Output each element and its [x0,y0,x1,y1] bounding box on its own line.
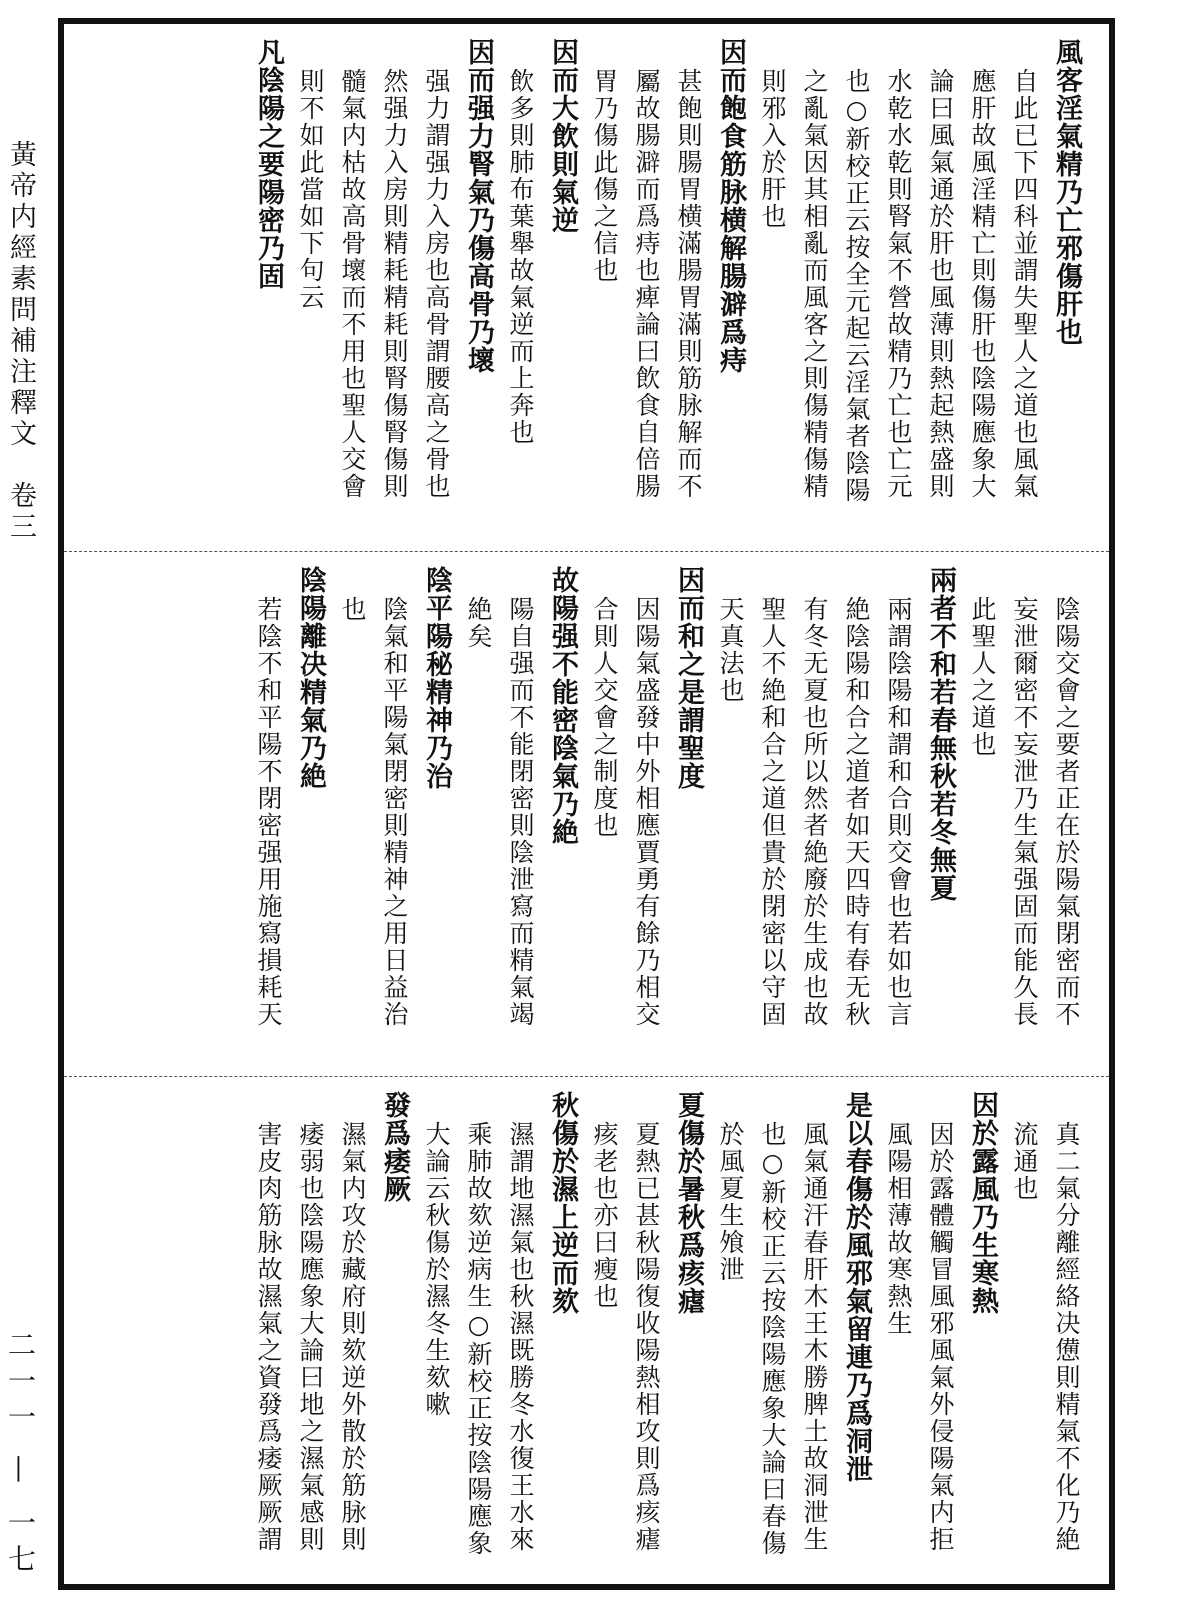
commentary-column: 之亂氣因其相亂而風客之則傷精傷精 [800,68,829,500]
commentary-column: 則邪入於肝也 [758,68,787,230]
commentary-column: 甚飽則腸胃横滿腸胃滿則筋脉解而不 [674,68,703,500]
commentary-column: 乘肺故欬逆病生○新校正按陰陽應象 [464,1121,493,1557]
column-group [86,38,1087,541]
commentary-column: 妄泄爾密不妄泄乃生氣强固而能久長 [1010,596,1039,1028]
main-text-column: 夏傷於暑秋爲痎瘧 [673,1091,704,1315]
main-text-column: 因而和之是謂聖度 [673,566,704,790]
main-text-column: 陰平陽秘精神乃治 [421,566,452,790]
commentary-column: 應肝故風淫精亡則傷肝也陰陽應象大 [968,68,997,500]
main-text-column: 是以春傷於風邪氣留連乃爲洞泄 [841,1091,872,1483]
commentary-column: 陽自强而不能閉密則陰泄寫而精氣竭 [506,596,535,1028]
commentary-column: 夏熱已甚秋陽復收陽熱相攻則爲痎瘧 [632,1121,661,1553]
commentary-column: 陰陽交會之要者正在於陽氣閉密而不 [1052,596,1081,1028]
commentary-column: 此聖人之道也 [968,596,997,758]
page-number: 二一一 — 一七 [4,1330,37,1580]
commentary-column: 真二氣分離經絡决憊則精氣不化乃絶 [1052,1121,1081,1553]
commentary-column: 濕謂地濕氣也秋濕既勝冬水復王水來 [506,1121,535,1553]
commentary-column: 流通也 [1010,1121,1039,1202]
commentary-column: 風陽相薄故寒熱生 [884,1121,913,1337]
text-panel-top [64,24,1109,551]
column-group [86,566,1087,1066]
margin-book-title: 黃帝内經素問補注釋文 卷三 [5,140,36,543]
main-text-column: 陰陽離决精氣乃絶 [295,566,326,790]
commentary-column: 自此已下四科並謂失聖人之道也風氣 [1010,68,1039,500]
main-text-column: 秋傷於濕上逆而欬 [547,1091,578,1315]
main-text-column: 因而强力腎氣乃傷高骨乃壞 [463,38,494,374]
main-text-column: 因而大飲則氣逆 [547,38,578,234]
main-text-column: 發爲痿厥 [379,1091,410,1203]
commentary-column: 也○新校正云按全元起云淫氣者陰陽 [842,68,871,504]
commentary-column: 兩謂陰陽和謂和合則交會也若如也言 [884,596,913,1028]
commentary-column: 濕氣内攻於藏府則欬逆外散於筋脉則 [338,1121,367,1553]
main-text-column: 因而飽食筋脉横解腸澼爲痔 [715,38,746,374]
commentary-column: 因於露體觸冒風邪風氣外侵陽氣内拒 [926,1121,955,1553]
commentary-column: 水乾水乾則腎氣不營故精乃亡也亡元 [884,68,913,500]
commentary-column: 痎老也亦曰瘦也 [590,1121,619,1310]
page-frame [58,18,1115,1590]
commentary-column: 聖人不絶和合之道但貴於閉密以守固 [758,596,787,1028]
commentary-column: 也○新校正云按陰陽應象大論曰春傷 [758,1121,787,1557]
commentary-column: 屬故腸澼而爲痔也痺論曰飲食自倍腸 [632,68,661,500]
commentary-column: 痿弱也陰陽應象大論曰地之濕氣感則 [296,1121,325,1553]
commentary-column: 絶矣 [464,596,493,650]
main-text-column: 故陽强不能密陰氣乃絶 [547,566,578,846]
main-text-column: 凡陰陽之要陽密乃固 [253,38,284,290]
commentary-column: 於風夏生飧泄 [716,1121,745,1283]
main-text-column: 風客淫氣精乃亡邪傷肝也 [1051,38,1082,346]
commentary-column: 天真法也 [716,596,745,704]
commentary-column: 有冬无夏也所以然者絶廢於生成也故 [800,596,829,1028]
commentary-column: 大論云秋傷於濕冬生欬嗽 [422,1121,451,1418]
commentary-column: 風氣通汗春肝木王木勝脾土故洞泄生 [800,1121,829,1553]
commentary-column: 合則人交會之制度也 [590,596,619,839]
commentary-column: 强力謂强力入房也高骨謂腰高之骨也 [422,68,451,500]
commentary-column: 則不如此當如下句云 [296,68,325,311]
main-text-column: 因於露風乃生寒熱 [967,1091,998,1315]
commentary-column: 也 [338,596,367,623]
main-text-column: 兩者不和若春無秋若冬無夏 [925,566,956,902]
commentary-column: 胃乃傷此傷之信也 [590,68,619,284]
text-panel-bottom [64,1076,1109,1584]
commentary-column: 陰氣和平陽氣閉密則精神之用日益治 [380,596,409,1028]
commentary-column: 然强力入房則精耗精耗則腎傷腎傷則 [380,68,409,500]
commentary-column: 因陽氣盛發中外相應賈勇有餘乃相交 [632,596,661,1028]
commentary-column: 絶陰陽和合之道者如天四時有春无秋 [842,596,871,1028]
commentary-column: 飲多則肺布葉舉故氣逆而上奔也 [506,68,535,446]
commentary-column: 髓氣内枯故高骨壞而不用也聖人交會 [338,68,367,500]
commentary-column: 論曰風氣通於肝也風薄則熱起熱盛則 [926,68,955,500]
column-group [86,1091,1087,1574]
commentary-column: 若陰不和平陽不閉密强用施寫損耗天 [254,596,283,1028]
text-panel-middle [64,551,1109,1076]
commentary-column: 害皮肉筋脉故濕氣之資發爲痿厥厥謂 [254,1121,283,1553]
